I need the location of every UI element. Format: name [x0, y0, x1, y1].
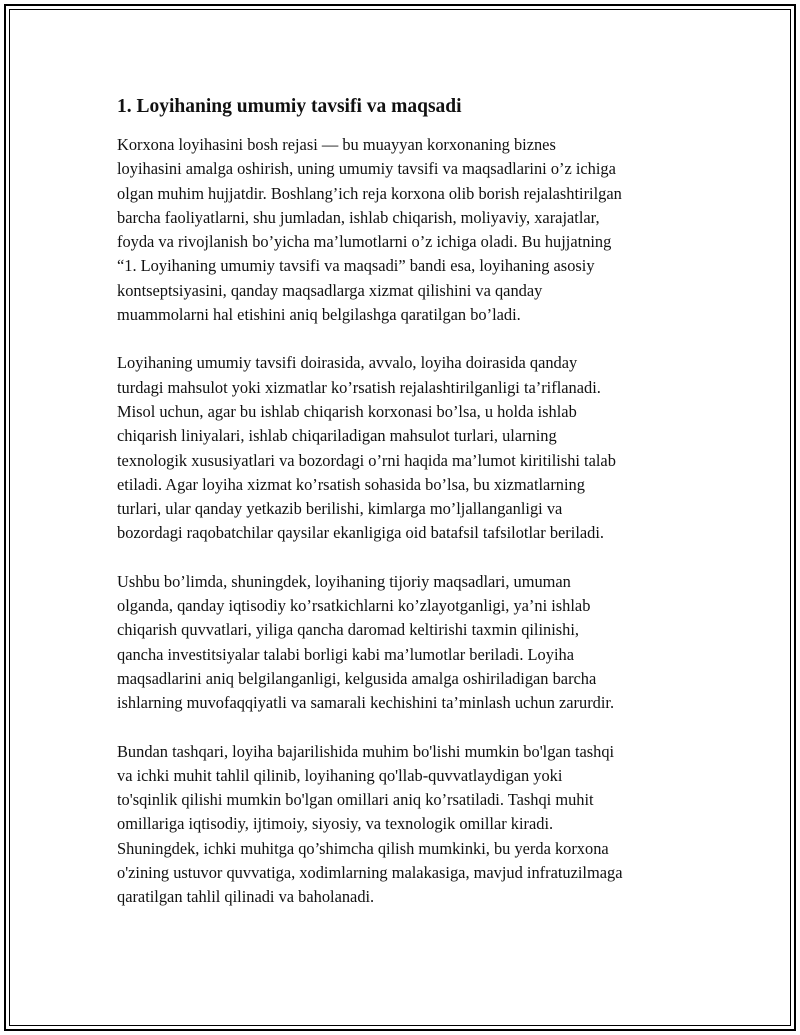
paragraph-4: Bundan tashqari, loyiha bajarilishida muhim bo'lishi mumkin bo'lgan tashqi va ichki muhit tahlil qilinib, loyihaning qo'llab-quvvatlaydigan yoki to'sqinlik qilishi mumkin bo'lgan omillari aniq ko’rsatiladi. Tashqi muhit omillariga iqtisodiy, ijtimoiy, siyosiy, va texnologik omillar kiradi. Shuningdek, ichki muhitga qo’shimcha qilish mumkinki, bu yerda korxona o'zining ustuvor quvvatiga, xodimlarning malakasiga, mavjud infratuzilmaga qaratilgan tahlil qilinadi va baholanadi. — [117, 741, 623, 907]
paragraph-2: Loyihaning umumiy tavsifi doirasida, avvalo, loyiha doirasida qanday turdagi mahsulot yoki xizmatlar ko’rsatish rejalashtirilganligi ta’riflanadi. Misol uchun, agar bu ishlab chiqarish korxonasi bo’lsa, u holda ishlab chiqarish liniyalari, ishlab chiqariladigan mahsulot turlari, ularning texnologik xususiyatlari va bozordagi o’rni haqida ma’lumot kiritilishi talab etiladi. Agar loyiha xizmat ko’rsatish sohasida bo’lsa, bu xizmatlarning turlari, ular qanday yetkazib berilishi, kimlarga mo’ljallanganligi va bozordagi raqobatchilar qaysilar ekanligiga oid batafsil tafsilotlar beriladi. — [117, 353, 616, 543]
paragraph-3: Ushbu bo’limda, shuningdek, loyihaning tijoriy maqsadlari, umuman olganda, qanday iqtisodiy ko’rsatkichlarni ko’zlayotganligi, ya’ni ishlab chiqarish quvvatlari, yiliga qancha daromad keltirishi taxmin qilinishi, qancha investitsiyalar talabi borligi kabi ma’lumotlar beriladi. Loyiha maqsadlarini aniq belgilanganligi, kelgusida amalga oshiriladigan barcha ishlarning muvofaqqiyatli va samarali kechishini ta’minlash uchun zarurdir. — [117, 571, 615, 713]
document-body — [117, 93, 697, 934]
section-heading: 1. Loyihaning umumiy tavsifi va maqsadi — [117, 96, 462, 117]
paragraph-1: Korxona loyihasini bosh rejasi — bu muayyan korxonaning biznes loyihasini amalga oshirish, uning umumiy tavsifi va maqsadlarini o’z ichiga olgan muhim hujjatdir. Boshlang’ich reja korxona olib borish rejalashtirilgan barcha faoliyatlarni, shu jumladan, ishlab chiqarish, moliyaviy, xarajatlar, foyda va rivojlanish bo’yicha ma’lumotlarni o’z ichiga oladi. Bu hujjatning “1. Loyihaning umumiy tavsifi va maqsadi” bandi esa, loyihaning asosiy kontseptsiyasini, qanday maqsadlarga xizmat qilishini va qanday muammolarni hal etishini aniq belgilashga qaratilgan bo’ladi. — [117, 135, 622, 325]
